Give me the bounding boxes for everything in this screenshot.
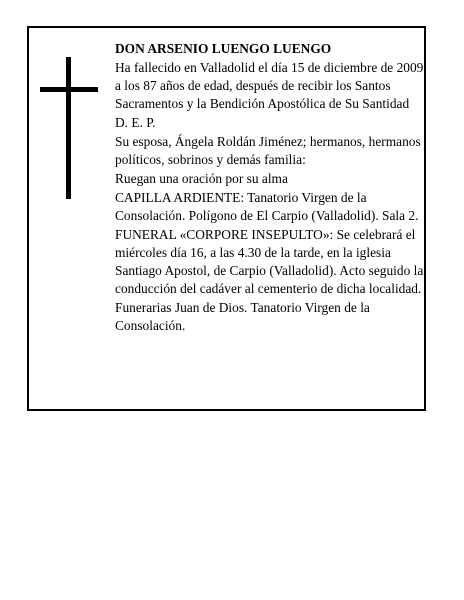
deceased-name: DON ARSENIO LUENGO LUENGO xyxy=(115,41,332,56)
death-statement: Ha fallecido en Valladolid el día 15 de diciembre de 2009, a los 87 años de edad, después de recibir los Santos Sacramentos y la Bendición Apostólica de Su Santidad xyxy=(115,60,427,111)
prayer-request: Ruegan una oración por su alma xyxy=(115,171,288,186)
family-line: Su esposa, Ángela Roldán Jiménez; hermanos, hermanos políticos, sobrinos y demás familia: xyxy=(115,134,421,167)
funeral-home-info: Funerarias Juan de Dios. Tanatorio Virgen de la Consolación. xyxy=(115,300,370,333)
notice-body xyxy=(115,40,427,336)
rip-line: D. E. P. xyxy=(115,115,156,130)
chapel-info: CAPILLA ARDIENTE: Tanatorio Virgen de la Consolación. Polígono de El Carpio (Valladolid). Sala 2. xyxy=(115,190,419,223)
obituary-notice xyxy=(27,26,426,411)
cross-vertical-bar xyxy=(66,57,71,199)
cross-horizontal-bar xyxy=(40,87,98,92)
cross-icon xyxy=(40,57,98,199)
funeral-info: FUNERAL «CORPORE INSEPULTO»: Se celebrará el miércoles día 16, a las 4.30 de la tarde, en la iglesia Santiago Apostol, de Carpio (Valladolid). Acto seguido la conducción del cadáver al cementerio de dicha localidad. xyxy=(115,227,424,296)
